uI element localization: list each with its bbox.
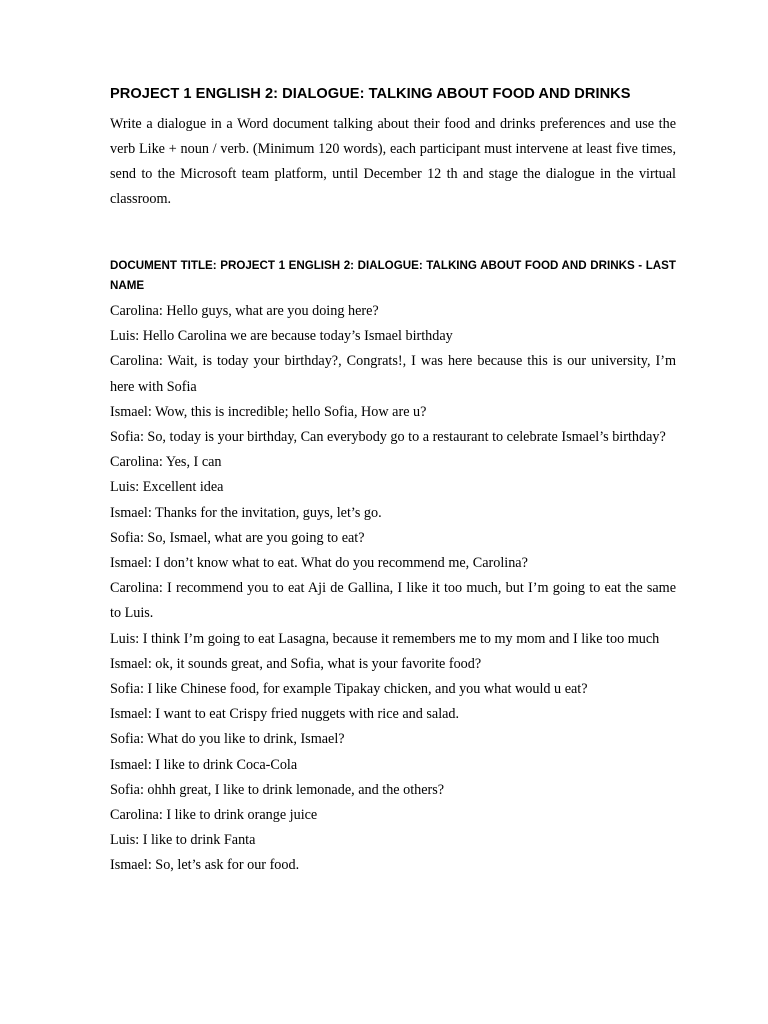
dialogue-line: Sofia: ohhh great, I like to drink lemonade, and the others?: [110, 781, 445, 798]
instructions-paragraph: Write a dialogue in a Word document talking about their food and drinks preferences and use the verb Like + noun / verb. (Minimum 120 words), each participant must intervene at least five times, send to the Microsoft team platform, until December 12 th and stage the dialogue in the virtual classroom.: [110, 116, 676, 207]
dialogue-line: Ismael: Thanks for the invitation, guys, let’s go.: [110, 504, 382, 521]
dialogue-line: Ismael: I don’t know what to eat. What do you recommend me, Carolina?: [110, 555, 528, 572]
dialogue-line: Carolina: I like to drink orange juice: [110, 807, 318, 824]
dialogue-line: Ismael: I like to drink Coca-Cola: [110, 756, 298, 773]
dialogue-line: Carolina: I recommend you to eat Aji de Gallina, I like it too much, but I’m going to eat the same to Luis.: [110, 580, 676, 622]
dialogue-line: Sofia: So, today is your birthday, Can everybody go to a restaurant to celebrate Ismael’s birthday?: [110, 429, 666, 446]
dialogue-line: Sofia: So, Ismael, what are you going to eat?: [110, 529, 365, 546]
document-title-heading: DOCUMENT TITLE: PROJECT 1 ENGLISH 2: DIALOGUE: TALKING ABOUT FOOD AND DRINKS - LAST NAME: [110, 259, 676, 292]
dialogue-line: Ismael: Wow, this is incredible; hello Sofia, How are u?: [110, 403, 427, 420]
dialogue-line: Ismael: So, let’s ask for our food.: [110, 857, 300, 874]
dialogue-line: Carolina: Wait, is today your birthday?, Congrats!, I was here because this is our university, I’m here with Sofia: [110, 353, 676, 395]
dialogue-line: Carolina: Hello guys, what are you doing here?: [110, 303, 379, 319]
dialogue-line: Luis: Excellent idea: [110, 479, 224, 496]
main-title: PROJECT 1 ENGLISH 2: DIALOGUE: TALKING ABOUT FOOD AND DRINKS: [110, 86, 631, 102]
dialogue-line: Ismael: I want to eat Crispy fried nuggets with rice and salad.: [110, 706, 460, 723]
dialogue-line: Luis: I think I’m going to eat Lasagna, because it remembers me to my mom and I like too much: [110, 630, 660, 647]
document-content: [110, 86, 676, 879]
dialogue-line: Carolina: Yes, I can: [110, 454, 222, 471]
dialogue-line: Ismael: ok, it sounds great, and Sofia, what is your favorite food?: [110, 655, 482, 672]
dialogue-line: Luis: I like to drink Fanta: [110, 832, 256, 849]
dialogue-line: Sofia: I like Chinese food, for example Tipakay chicken, and you what would u eat?: [110, 681, 588, 698]
dialogue-line: Sofia: What do you like to drink, Ismael?: [110, 731, 345, 748]
dialogue-list: [110, 299, 676, 879]
dialogue-line: Luis: Hello Carolina we are because today’s Ismael birthday: [110, 328, 453, 345]
